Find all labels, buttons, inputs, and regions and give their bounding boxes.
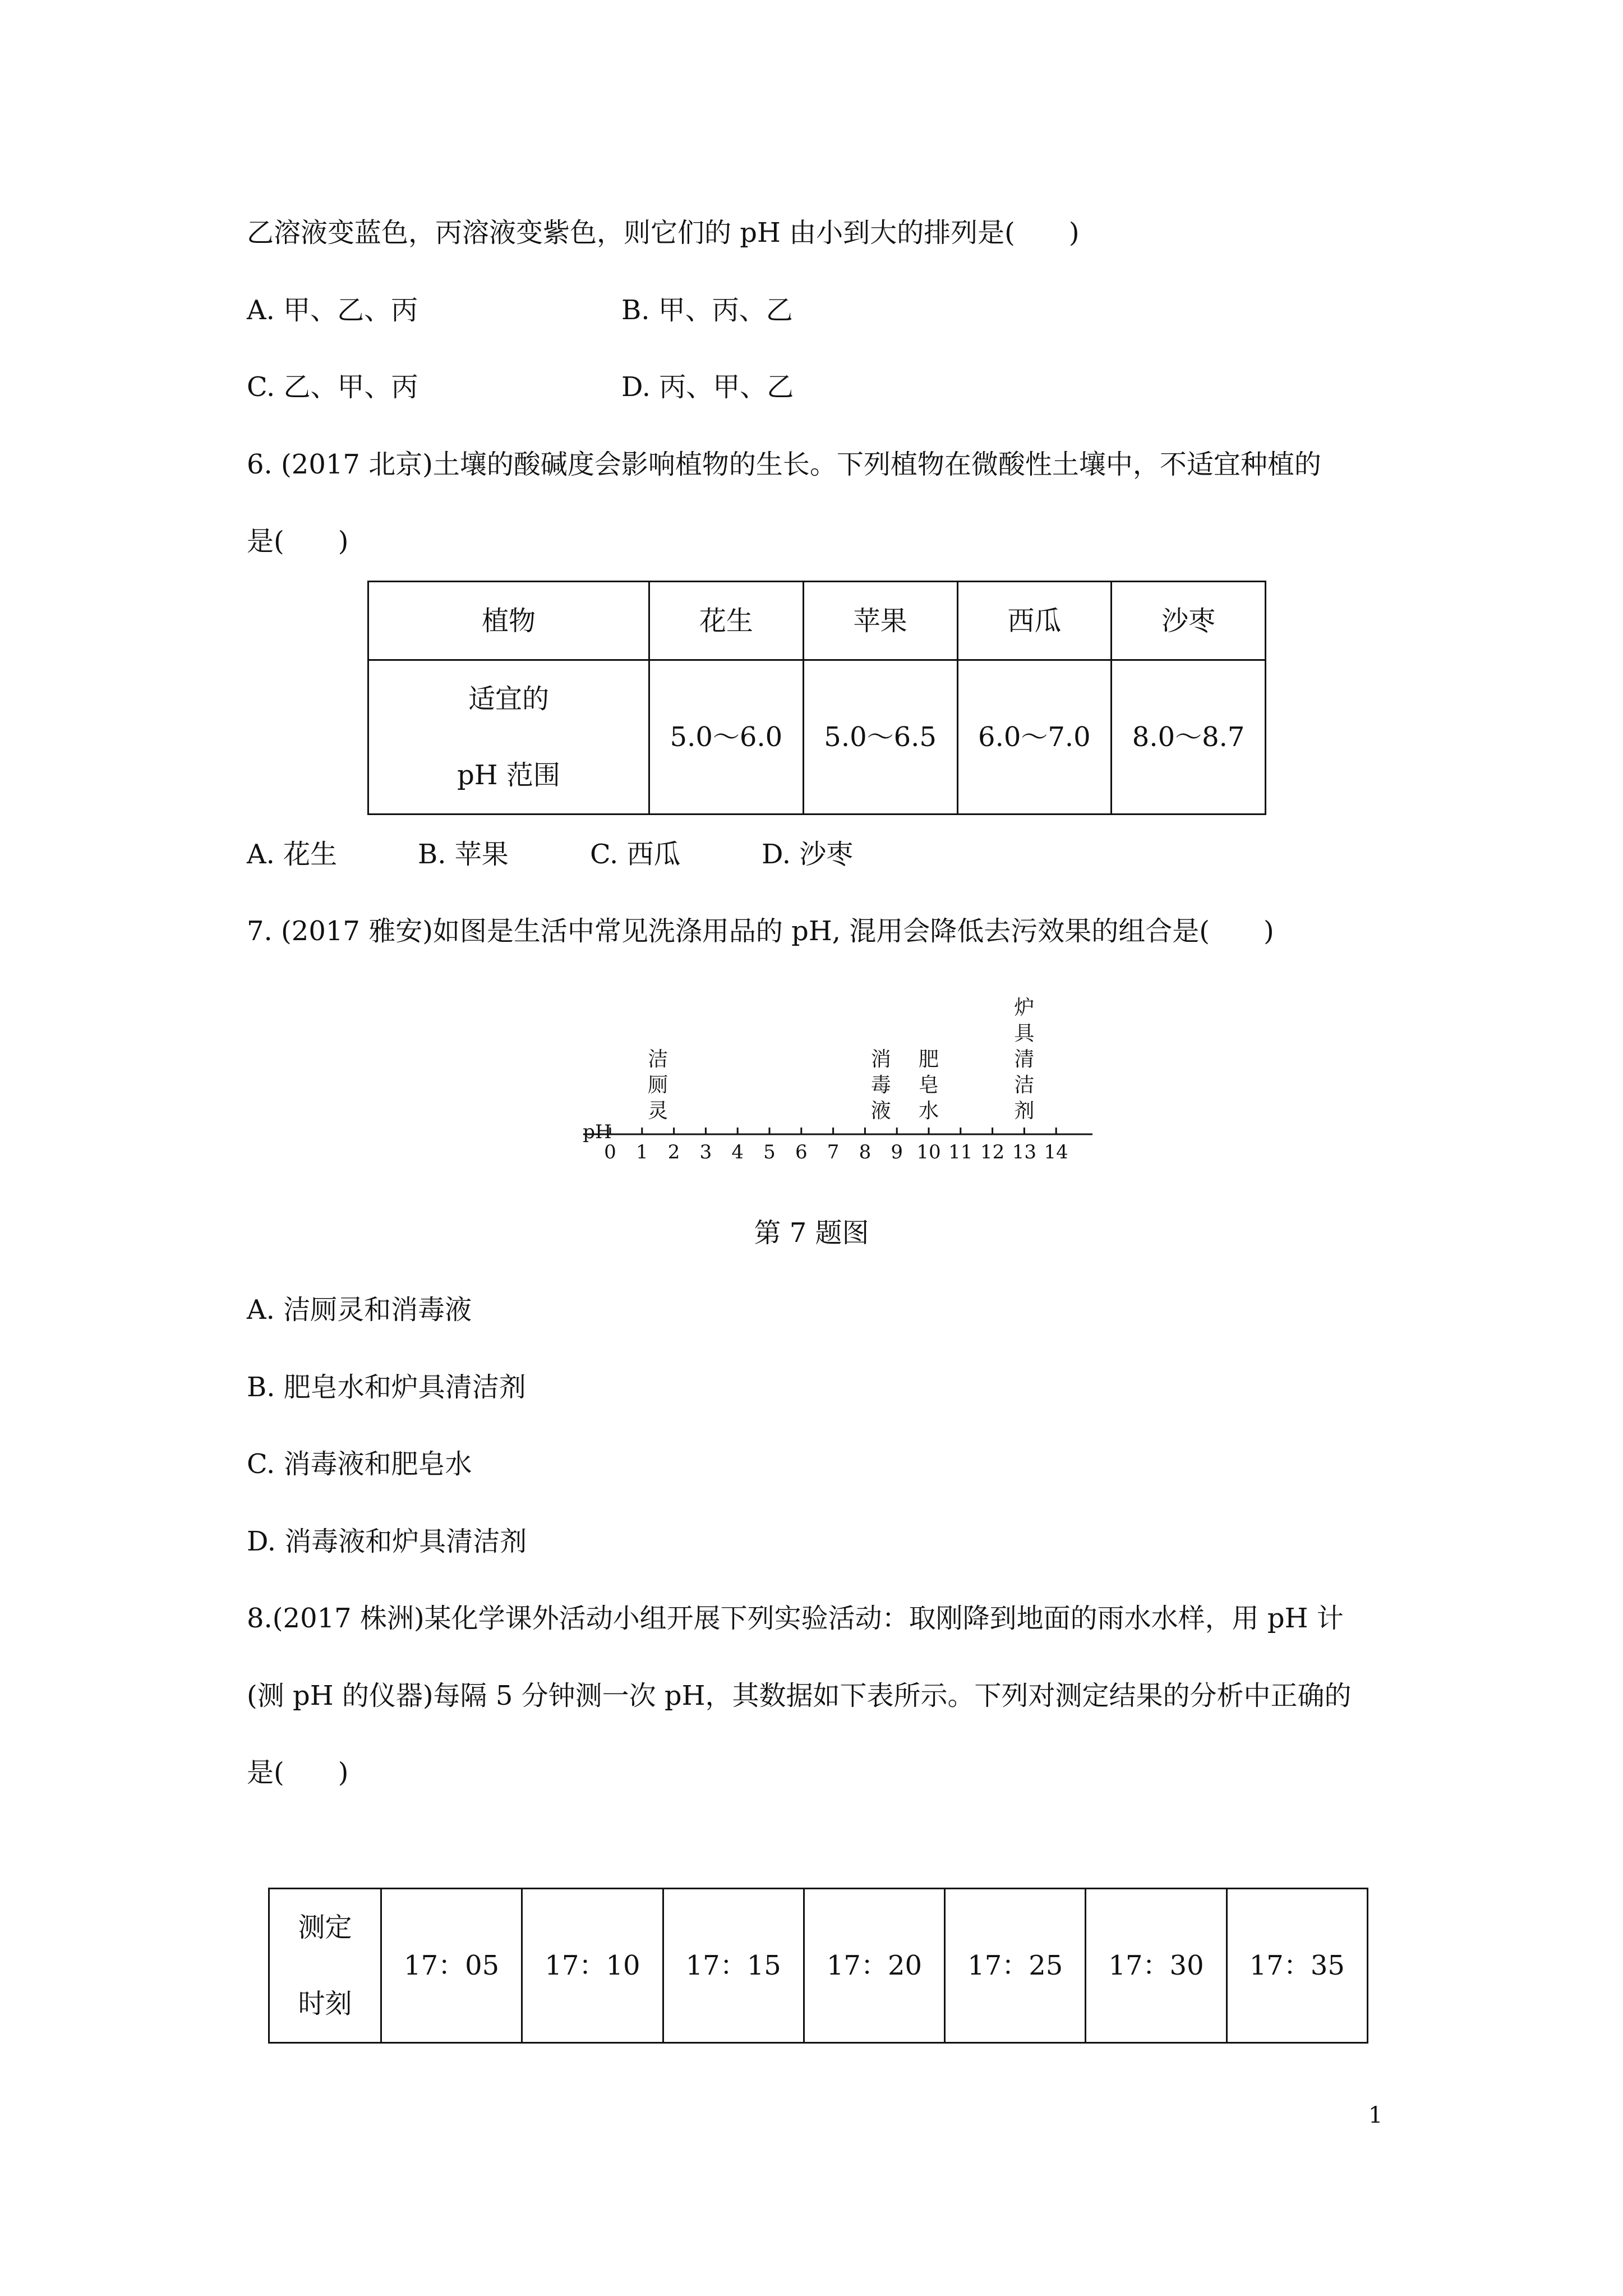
q7-stem: 7. (2017 雅安)如图是生活中常见洗涤用品的 pH, 混用会降低去污效果的组合是( ) bbox=[247, 915, 1274, 947]
q8-time-cell: 17：25 bbox=[945, 1889, 1086, 2043]
q6-stem-cont: 是( ) bbox=[247, 526, 349, 557]
q5-option-a: A. 甲、乙、丙 bbox=[247, 295, 418, 326]
ph-product-label-char: 具 bbox=[1014, 1022, 1035, 1045]
q5-stem: 乙溶液变蓝色，丙溶液变紫色，则它们的 pH 由小到大的排列是( ) bbox=[247, 217, 1080, 249]
q6-value-watermelon: 6.0～7.0 bbox=[957, 660, 1112, 815]
ph-product-label-char: 剂 bbox=[1014, 1099, 1035, 1122]
q8-time-cell: 17：15 bbox=[663, 1889, 804, 2043]
q5-option-c: C. 乙、甲、丙 bbox=[247, 371, 418, 403]
q8-stem-cont-1: (测 pH 的仪器)每隔 5 分钟测一次 pH，其数据如下表所示。下列对测定结果的分析中正确的 bbox=[247, 1680, 1352, 1711]
ph-tick-label: 13 bbox=[1012, 1141, 1037, 1163]
q8-stem-cont-2: 是( ) bbox=[247, 1757, 349, 1788]
q6-header-plant: 植物 bbox=[368, 582, 649, 660]
ph-product-label-char: 液 bbox=[870, 1099, 891, 1122]
ph-tick-label: 8 bbox=[859, 1141, 872, 1163]
ph-tick-label: 14 bbox=[1044, 1141, 1068, 1163]
q7-figure-caption: 第 7 题图 bbox=[754, 1217, 869, 1249]
q6-header-peanut: 花生 bbox=[649, 582, 804, 660]
q8-row-label-line1: 测定 bbox=[298, 1912, 352, 1943]
ph-tick-label: 4 bbox=[731, 1141, 744, 1163]
ph-tick-label: 2 bbox=[667, 1141, 680, 1163]
q6-row-label-line1: 适宜的 bbox=[468, 683, 549, 715]
q8-stem: 8.(2017 株洲)某化学课外活动小组开展下列实验活动：取刚降到地面的雨水水样，用 pH 计 bbox=[247, 1603, 1344, 1634]
q5-option-b: B. 甲、丙、乙 bbox=[621, 295, 793, 326]
ph-product-label-char: 清 bbox=[1014, 1048, 1035, 1071]
q6-value-peanut: 5.0～6.0 bbox=[649, 660, 804, 815]
ph-product-label-char: 厕 bbox=[648, 1074, 668, 1097]
q6-value-apple: 5.0～6.5 bbox=[803, 660, 957, 815]
q7-option-d: D. 消毒液和炉具清洁剂 bbox=[247, 1526, 527, 1557]
ph-product-label-char: 肥 bbox=[918, 1048, 939, 1071]
q6-stem: 6. (2017 北京)土壤的酸碱度会影响植物的生长。下列植物在微酸性土壤中，不适宜种植的 bbox=[247, 449, 1321, 480]
q8-row-label-line2: 时刻 bbox=[298, 1988, 352, 2019]
q8-row-label bbox=[269, 1889, 381, 2043]
q7-option-a: A. 洁厕灵和消毒液 bbox=[247, 1294, 472, 1326]
q6-header-oleaster: 沙枣 bbox=[1112, 582, 1266, 660]
ph-product-label-char: 洁 bbox=[648, 1048, 668, 1071]
ph-product-label-char: 水 bbox=[918, 1099, 939, 1122]
q7-option-b: B. 肥皂水和炉具清洁剂 bbox=[247, 1372, 526, 1403]
q8-time-table bbox=[268, 1888, 1368, 2044]
q6-option-b: B. 苹果 bbox=[418, 839, 509, 870]
q8-time-cell: 17：05 bbox=[381, 1889, 522, 2043]
q7-option-c: C. 消毒液和肥皂水 bbox=[247, 1448, 472, 1480]
q6-row-label-line2: pH 范围 bbox=[457, 760, 560, 791]
ph-product-label-char: 毒 bbox=[870, 1074, 891, 1097]
q6-option-d: D. 沙枣 bbox=[762, 839, 854, 870]
ph-product-label-char: 炉 bbox=[1014, 996, 1035, 1019]
page-number: 1 bbox=[1368, 2102, 1383, 2128]
ph-tick-label: 5 bbox=[763, 1141, 776, 1163]
ph-tick-label: 10 bbox=[916, 1141, 941, 1163]
q6-option-a: A. 花生 bbox=[247, 839, 338, 870]
q5-option-d: D. 丙、甲、乙 bbox=[621, 371, 794, 403]
q8-time-cell: 17：30 bbox=[1086, 1889, 1227, 2043]
ph-tick-label: 1 bbox=[635, 1141, 648, 1163]
q8-time-cell: 17：35 bbox=[1227, 1889, 1367, 2043]
q8-time-cell: 17：10 bbox=[522, 1889, 663, 2043]
ph-product-label-char: 洁 bbox=[1014, 1074, 1035, 1097]
ph-tick-label: 6 bbox=[795, 1141, 808, 1163]
ph-axis-label: pH bbox=[583, 1121, 612, 1143]
q6-value-oleaster: 8.0～8.7 bbox=[1112, 660, 1266, 815]
ph-product-label-char: 灵 bbox=[648, 1099, 668, 1122]
ph-tick-label: 12 bbox=[980, 1141, 1005, 1163]
ph-tick-label: 0 bbox=[604, 1141, 616, 1163]
q6-option-c: C. 西瓜 bbox=[590, 839, 681, 870]
ph-product-label-char: 消 bbox=[870, 1048, 891, 1071]
ph-tick-label: 11 bbox=[948, 1141, 973, 1163]
q6-header-watermelon: 西瓜 bbox=[957, 582, 1112, 660]
q8-time-cell: 17：20 bbox=[804, 1889, 944, 2043]
ph-tick-label: 9 bbox=[891, 1141, 903, 1163]
ph-tick-label: 3 bbox=[699, 1141, 712, 1163]
q6-header-apple: 苹果 bbox=[803, 582, 957, 660]
ph-product-label-char: 皂 bbox=[918, 1074, 939, 1097]
ph-tick-label: 7 bbox=[827, 1141, 840, 1163]
